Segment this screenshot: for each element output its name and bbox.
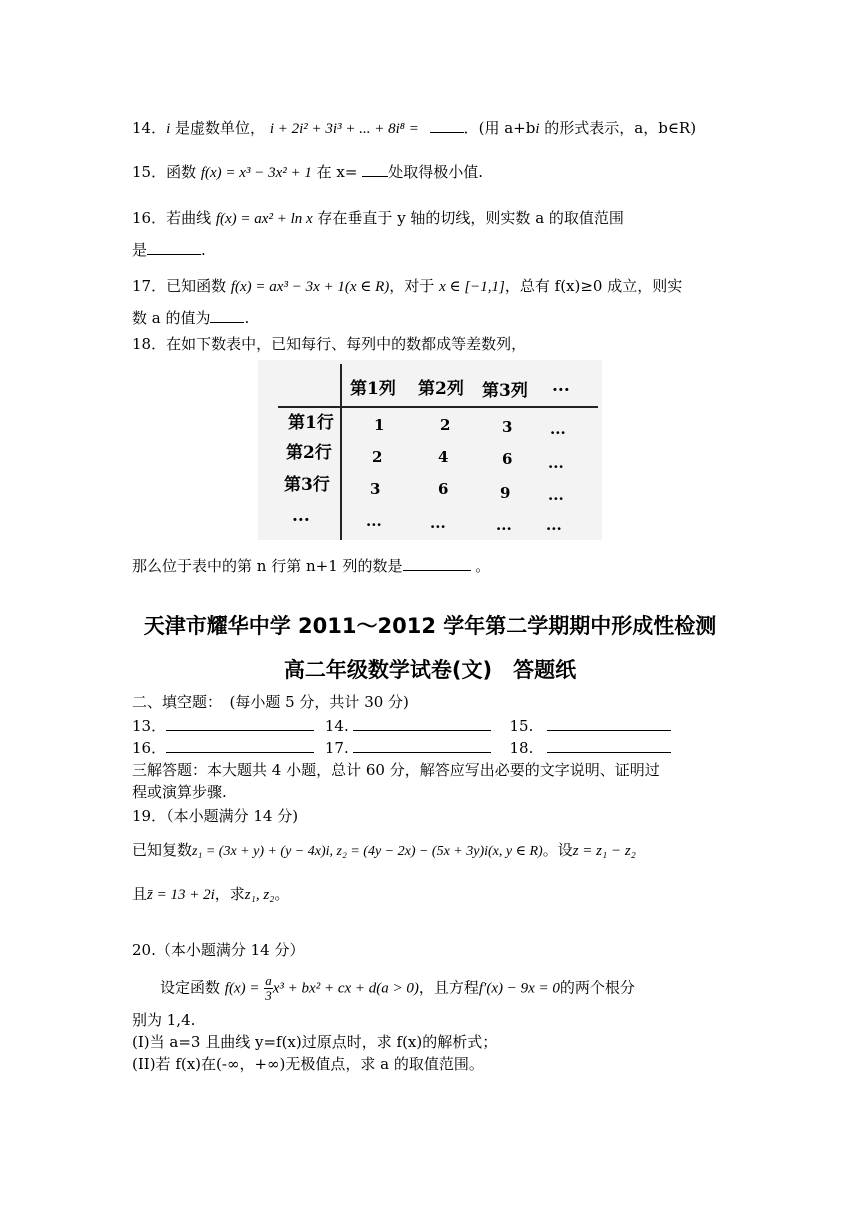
q15-blank bbox=[362, 162, 388, 177]
answer-label-14: 14. bbox=[324, 717, 349, 735]
q14-text-3: i bbox=[535, 121, 540, 137]
table-cell-r2c4: ... bbox=[548, 454, 564, 472]
table-col-header-4: ... bbox=[552, 376, 570, 396]
table-cell-r2c3: 6 bbox=[502, 450, 513, 468]
answer-blank-14[interactable] bbox=[353, 716, 491, 731]
question-16 bbox=[132, 208, 624, 229]
table-cell-r3c3: 9 bbox=[500, 484, 511, 502]
q17-number: 17．已知函数 bbox=[132, 277, 231, 295]
table-cell-r1c4: ... bbox=[550, 420, 566, 438]
q14-blank bbox=[430, 118, 464, 133]
question-15 bbox=[132, 162, 483, 183]
sheet-title: 天津市耀华中学 2011～2012 学年第二学期期中形成性检测 bbox=[143, 614, 717, 638]
table-row-header-3: 第3行 bbox=[284, 475, 330, 495]
q18-after-end: 。 bbox=[470, 557, 491, 575]
q15-expression: f(x) = x³ − 3x² + 1 bbox=[200, 165, 312, 181]
q20-text-2: ，且方程 bbox=[418, 978, 479, 997]
q14-expression: i + 2i² + 3i³ + ... + 8i⁸ = bbox=[269, 121, 419, 137]
q16-text-3: . bbox=[201, 241, 206, 259]
q17-text-2: ，总有 f(x)≥0 成立，则实 bbox=[504, 277, 683, 295]
table-col-header-3: 第3列 bbox=[482, 381, 528, 401]
question-20-body-cont: 别为 1,4. bbox=[132, 1011, 196, 1029]
q16-blank bbox=[147, 240, 201, 255]
section-fill-in: 二、填空题： (每小题 5 分，共计 30 分) bbox=[132, 693, 409, 711]
table-col-header-1: 第1列 bbox=[350, 379, 396, 399]
q20-fraction bbox=[264, 974, 273, 1003]
table-cell-r2c1: 2 bbox=[372, 448, 383, 466]
q14-text-4: 的形式表示，a，b∈R) bbox=[539, 119, 697, 137]
q16-expression: f(x) = ax² + ln x bbox=[215, 211, 313, 227]
q19-expression-2: z = z₁ − z₂ bbox=[572, 843, 636, 859]
q19-text: 已知复数 bbox=[132, 841, 193, 859]
question-20-body bbox=[160, 974, 635, 1003]
section-solutions: 三解答题：本大题共 4 小题，总计 60 分，解答应写出必要的文字说明、证明过 bbox=[132, 761, 660, 779]
q14-text-2: ．(用 a+b bbox=[463, 119, 536, 137]
answer-blank-18[interactable] bbox=[547, 738, 671, 753]
q20-frac-numerator: a bbox=[265, 973, 272, 988]
q18-text: 18．在如下数表中，已知每行、每列中的数都成等差数列， bbox=[132, 335, 527, 353]
q19-expression-4: z₁, z₂ bbox=[244, 887, 275, 903]
table-cell-r1c3: 3 bbox=[502, 418, 513, 436]
q19-text-3: 且 bbox=[132, 885, 148, 903]
table-row-header-1: 第1行 bbox=[288, 413, 334, 433]
answer-label-13: 13． bbox=[132, 717, 167, 735]
q18-blank bbox=[403, 556, 471, 571]
question-16-cont bbox=[132, 240, 206, 260]
q19-expression-3: z̄ = 13 + 2i bbox=[147, 887, 215, 903]
q19-text-4: ，求 bbox=[214, 885, 245, 903]
q17-text-4: . bbox=[244, 309, 250, 327]
table-cell-r4c1: ... bbox=[366, 512, 382, 530]
question-18 bbox=[132, 334, 526, 354]
table-col-header-2: 第2列 bbox=[418, 379, 464, 399]
q16-text-2: 是 bbox=[132, 241, 148, 259]
number-table bbox=[258, 360, 602, 540]
q15-text-2: 处取得极小值. bbox=[388, 163, 483, 181]
q20-text: 设定函数 bbox=[160, 978, 221, 997]
q17-expression-2: x ∈ [−1,1] bbox=[439, 279, 505, 295]
q20-expression: x³ + bx² + cx + d(a > 0) bbox=[272, 980, 419, 997]
answer-blank-13[interactable] bbox=[166, 716, 314, 731]
answer-blank-16[interactable] bbox=[166, 738, 314, 753]
question-19-body-cont bbox=[132, 884, 289, 905]
answer-label-18: 18. bbox=[509, 739, 534, 757]
question-18-answer bbox=[132, 556, 490, 576]
q17-expression: f(x) = ax³ − 3x + 1(x ∈ R) bbox=[230, 279, 390, 295]
question-14 bbox=[132, 118, 696, 139]
q18-after-text: 那么位于表中的第 n 行第 n+1 列的数是 bbox=[132, 557, 403, 575]
question-20-part-1: (I)当 a=3 且曲线 y=f(x)过原点时，求 f(x)的解析式； bbox=[132, 1033, 498, 1051]
table-side-rule bbox=[340, 364, 342, 540]
q17-blank bbox=[210, 308, 244, 323]
answer-row-2 bbox=[132, 738, 671, 758]
q20-text-3: 的两个根分 bbox=[559, 978, 635, 997]
q20-frac-denominator: 3 bbox=[265, 988, 272, 1003]
question-17-cont bbox=[132, 308, 249, 328]
sheet-subtitle: 高二年级数学试卷(文) 答题纸 bbox=[283, 658, 577, 682]
q14-text: 是虚数单位， bbox=[170, 119, 266, 137]
question-19-heading: 19．（本小题满分 14 分) bbox=[132, 807, 299, 825]
answer-label-17: 17. bbox=[324, 739, 349, 757]
answer-label-15: 15. bbox=[509, 717, 534, 735]
table-cell-r1c2: 2 bbox=[440, 416, 451, 434]
q20-expression-2: f′(x) − 9x = 0 bbox=[478, 980, 560, 997]
q17-text-3: 数 a 的值为 bbox=[132, 309, 211, 327]
table-cell-r3c2: 6 bbox=[438, 480, 449, 498]
table-row-header-2: 第2行 bbox=[286, 443, 332, 463]
q19-expression: z₁ = (3x + y) + (y − 4x)i, z₂ = (4y − 2x) − (5x + 3y)i(x, y ∈ R) bbox=[192, 844, 543, 859]
section-solutions-cont: 程或演算步骤. bbox=[132, 783, 227, 801]
q19-text-2: 。设 bbox=[542, 841, 573, 859]
q14-i: i bbox=[166, 121, 171, 137]
table-cell-r2c2: 4 bbox=[438, 448, 449, 466]
table-cell-r4c3: ... bbox=[496, 516, 512, 534]
question-20-heading: 20.（本小题满分 14 分） bbox=[132, 941, 305, 959]
table-cell-r3c4: ... bbox=[548, 486, 564, 504]
table-row-header-4: ... bbox=[292, 506, 310, 526]
q17-text: ，对于 bbox=[389, 277, 440, 295]
question-20-part-2: (II)若 f(x)在(-∞，+∞)无极值点，求 a 的取值范围。 bbox=[132, 1055, 484, 1073]
q14-number: 14． bbox=[132, 119, 167, 137]
q16-text: 存在垂直于 y 轴的切线，则实数 a 的取值范围 bbox=[312, 209, 624, 227]
question-17 bbox=[132, 276, 682, 297]
q20-f-lhs: f(x) = bbox=[224, 980, 260, 997]
answer-label-16: 16． bbox=[132, 739, 167, 757]
q15-number: 15．函数 bbox=[132, 163, 201, 181]
question-19-body bbox=[132, 840, 636, 862]
answer-row-1 bbox=[132, 716, 671, 736]
table-cell-r4c4: ... bbox=[546, 516, 562, 534]
answer-blank-15[interactable] bbox=[547, 716, 671, 731]
q15-text: 在 x= bbox=[311, 163, 363, 181]
answer-blank-17[interactable] bbox=[353, 738, 491, 753]
table-cell-r4c2: ... bbox=[430, 514, 446, 532]
table-cell-r3c1: 3 bbox=[370, 480, 381, 498]
table-cell-r1c1: 1 bbox=[374, 416, 385, 434]
q19-text-5: 。 bbox=[274, 885, 290, 903]
q16-number: 16．若曲线 bbox=[132, 209, 216, 227]
